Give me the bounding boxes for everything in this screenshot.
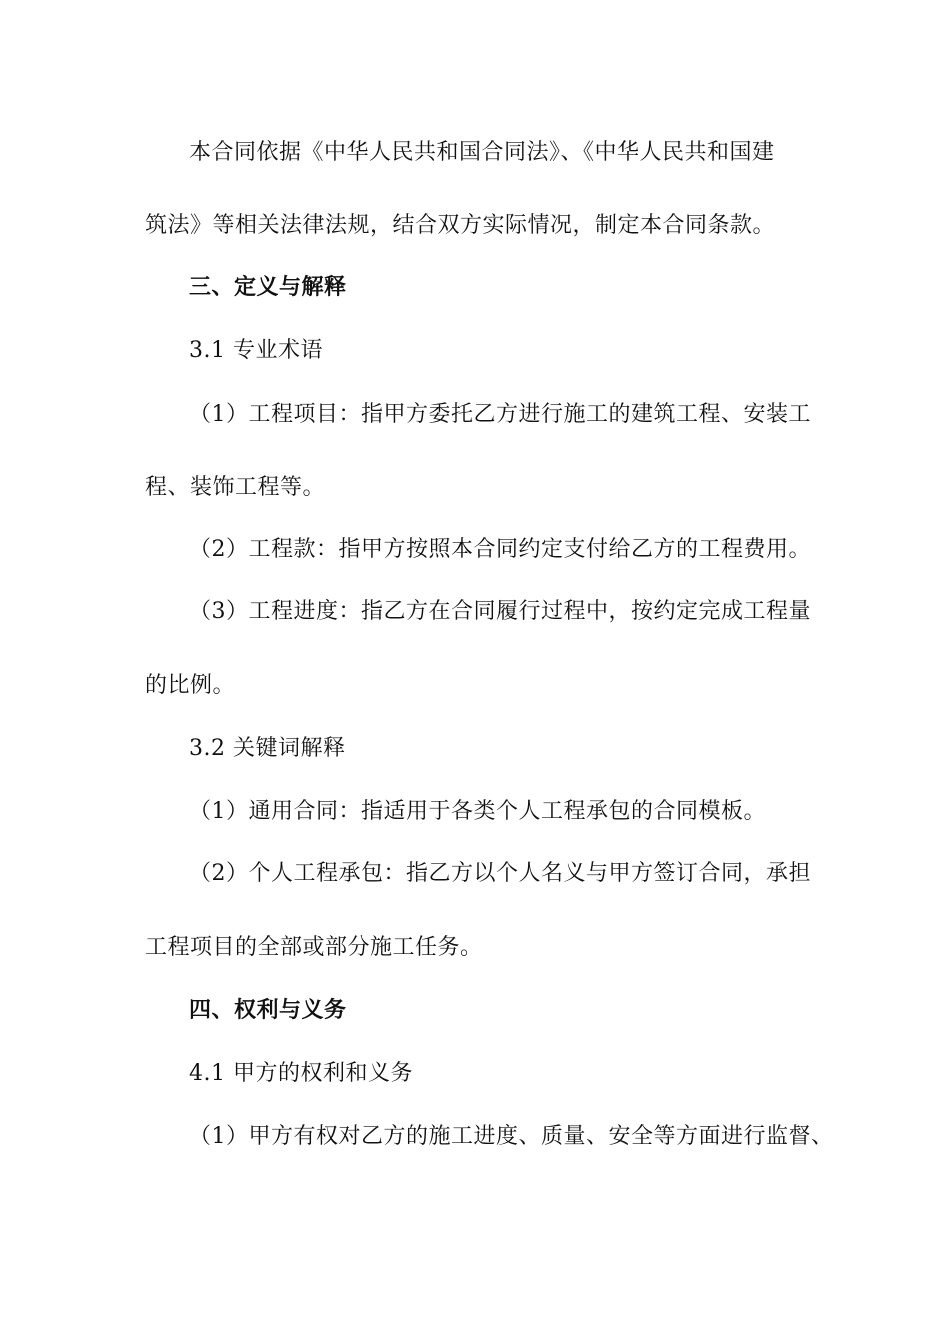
paragraph-line: （1）工程项目：指甲方委托乙方进行施工的建筑工程、安装工 [189, 402, 811, 427]
section-heading: 四、权利与义务 [189, 998, 347, 1023]
paragraph-line: 的比例。 [145, 673, 236, 698]
paragraph-line: （3）工程进度：指乙方在合同履行过程中，按约定完成工程量 [189, 599, 811, 624]
paragraph-line: 本合同依据《中华人民共和国合同法》、《中华人民共和国建 [189, 140, 775, 165]
paragraph-line: 程、装饰工程等。 [145, 475, 326, 500]
paragraph-line: （1）甲方有权对乙方的施工进度、质量、安全等方面进行监督、 [189, 1124, 834, 1149]
paragraph-line: （2）个人工程承包：指乙方以个人名义与甲方签订合同，承担 [189, 861, 811, 886]
paragraph-line: （1）通用合同：指适用于各类个人工程承包的合同模板。 [189, 799, 766, 824]
section-heading: 三、定义与解释 [189, 275, 347, 300]
paragraph-line: （2）工程款：指甲方按照本合同约定支付给乙方的工程费用。 [189, 537, 811, 562]
subsection-heading: 3.1 专业术语 [189, 338, 323, 363]
subsection-heading: 4.1 甲方的权利和义务 [189, 1061, 413, 1086]
paragraph-line: 筑法》等相关法律法规，结合双方实际情况，制定本合同条款。 [145, 213, 776, 238]
paragraph-line: 工程项目的全部或部分施工任务。 [145, 935, 483, 960]
subsection-heading: 3.2 关键词解释 [189, 736, 346, 761]
